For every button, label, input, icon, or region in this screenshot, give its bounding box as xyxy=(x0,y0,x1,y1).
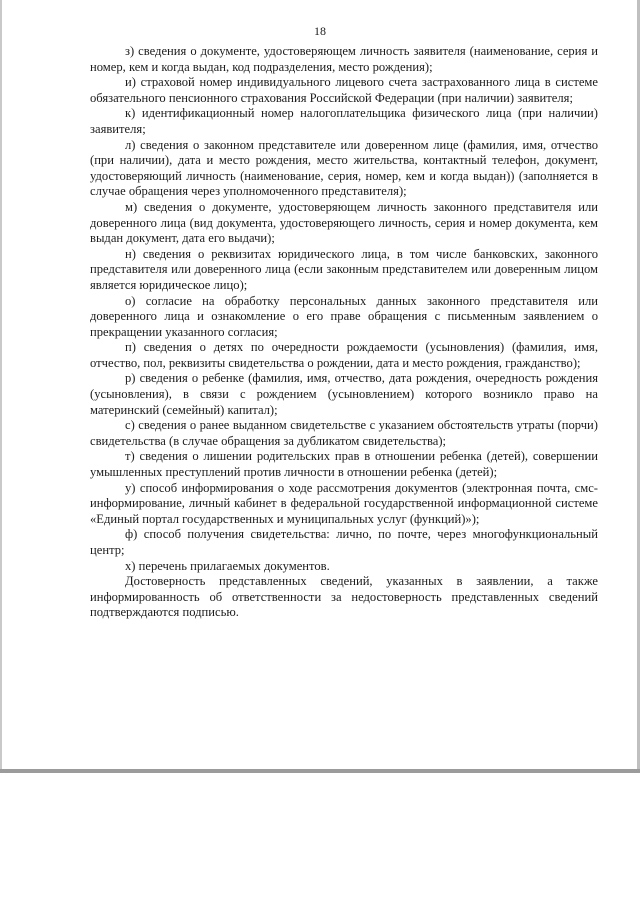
list-item-kh: х) перечень прилагаемых документов. xyxy=(125,558,330,573)
list-item-i: и) страховой номер индивидуального лицевого счета застрахованного лица в системе обязательного пенсионного страхования Российской Федерации (при наличии) заявителя; xyxy=(90,75,598,105)
list-item-r: р) сведения о ребенке (фамилия, имя, отчество, дата рождения, очередность рождения (усыновления), в связи с рождением (усыновлением) которого возникло право на материнский (семейный) капитал); xyxy=(90,371,598,417)
list-item-p: п) сведения о детях по очередности рождаемости (усыновления) (фамилия, имя, отчество, пол, реквизиты свидетельства о рождении, дата и место рождения, гражданство); xyxy=(90,340,598,370)
list-item-l: л) сведения о законном представителе или доверенном лице (фамилия, имя, отчество (при наличии), дата и место рождения, место жительства, контактный телефон, документ, удостоверяющий личность (наименование, серия, номер, кем и когда выдан)) (заполняется в случае обращения через уполномоченного представителя); xyxy=(90,137,598,199)
document-body xyxy=(90,44,598,621)
list-item-k: к) идентификационный номер налогоплательщика физического лица (при наличии) заявителя; xyxy=(90,106,598,136)
list-item-n: н) сведения о реквизитах юридического лица, в том числе банковских, законного представителя или доверенного лица (если законным представителем или доверенным лицом является юридическое лицо); xyxy=(90,246,598,292)
page-number: 18 xyxy=(314,24,326,38)
scan-bottom-edge xyxy=(0,769,640,773)
list-item-u: у) способ информирования о ходе рассмотрения документов (электронная почта, смс-информирование, личный кабинет в федеральной государственной информационной системе «Единый портал государственных и муниципальных услуг (функций)»); xyxy=(90,480,598,526)
closing-paragraph: Достоверность представленных сведений, указанных в заявлении, а также информированность об ответственности за недостоверность представленных сведений подтверждаются подписью. xyxy=(90,574,598,620)
list-item-o: о) согласие на обработку персональных данных законного представителя или доверенного лица и ознакомление о его праве обращения с письменным заявлением о прекращении указанного согласия; xyxy=(90,293,598,339)
list-item-z: з) сведения о документе, удостоверяющем личность заявителя (наименование, серия и номер, кем и когда выдан, код подразделения, место рождения); xyxy=(90,44,598,74)
list-item-m: м) сведения о документе, удостоверяющем личность законного представителя или доверенного лица (вид документа, удостоверяющего личность, серия и номер документа, кем выдан документ, дата его выдачи); xyxy=(90,199,598,246)
list-item-f: ф) способ получения свидетельства: лично, по почте, через многофункциональный центр; xyxy=(90,527,598,557)
list-item-s: с) сведения о ранее выданном свидетельстве с указанием обстоятельств утраты (порчи) свидетельства (в случае обращения за дубликатом свидетельства); xyxy=(90,418,598,448)
list-item-t: т) сведения о лишении родительских прав в отношении ребенка (детей), совершении умышленных преступлений против личности в отношении ребенка (детей); xyxy=(90,449,598,480)
scan-left-edge xyxy=(0,0,2,769)
